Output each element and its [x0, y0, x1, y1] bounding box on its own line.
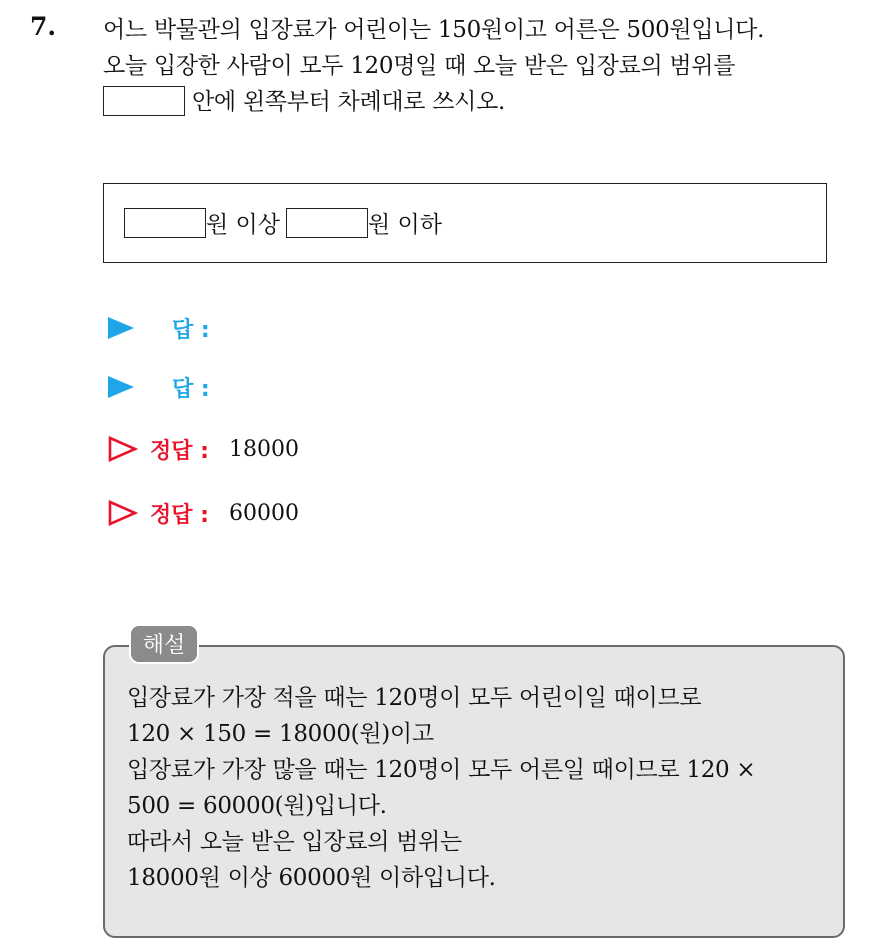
explanation-line: 18000원 이상 60000원 이하입니다.: [127, 865, 496, 891]
correct-label: 정답 :: [150, 438, 209, 464]
play-arrow-icon: [108, 376, 134, 398]
question-line-3-text: 안에 왼쪽부터 차례대로 쓰시오.: [192, 89, 505, 115]
explanation-line: 120 × 150 = 18000(원)이고: [127, 721, 434, 747]
fill-in-row: [124, 206, 442, 239]
question-text: [103, 12, 873, 120]
example-blank-box: [103, 86, 185, 116]
correct-label: 정답 :: [150, 502, 209, 528]
correct-answer-line-1: [108, 432, 299, 466]
explanation-line: 500 = 60000(원)입니다.: [127, 793, 387, 819]
blank-min[interactable]: [124, 208, 206, 238]
answer-label: 답 :: [172, 317, 210, 343]
unit-above-label: 원 이상: [206, 212, 280, 238]
unit-below-label: 원 이하: [367, 212, 442, 238]
fill-in-area: [103, 183, 827, 263]
correct-value: 18000: [228, 436, 299, 462]
explanation-text: [127, 680, 832, 896]
answer-line-2[interactable]: [108, 370, 210, 404]
answer-label: 답 :: [172, 376, 210, 402]
explanation-line: 입장료가 가장 적을 때는 120명이 모두 어린이일 때이므로: [127, 685, 702, 711]
outline-arrow-icon: [108, 436, 138, 462]
question-line-2: 오늘 입장한 사람이 모두 120명일 때 오늘 받은 입장료의 범위를: [103, 53, 736, 79]
explanation-line: 따라서 오늘 받은 입장료의 범위는: [127, 829, 462, 855]
correct-value: 60000: [228, 500, 299, 526]
correct-answer-line-2: [108, 496, 299, 530]
question-line-3: [103, 84, 873, 120]
answer-line-1[interactable]: [108, 311, 210, 345]
blank-max[interactable]: [286, 208, 368, 238]
outline-arrow-icon: [108, 500, 138, 526]
question-number: 7.: [30, 12, 57, 41]
play-arrow-icon: [108, 317, 134, 339]
explanation-tag: 해설: [129, 624, 199, 664]
explanation-line: 입장료가 가장 많을 때는 120명이 모두 어른일 때이므로 120 ×: [127, 757, 756, 783]
question-line-1: 어느 박물관의 입장료가 어린이는 150원이고 어른은 500원입니다.: [103, 17, 765, 43]
